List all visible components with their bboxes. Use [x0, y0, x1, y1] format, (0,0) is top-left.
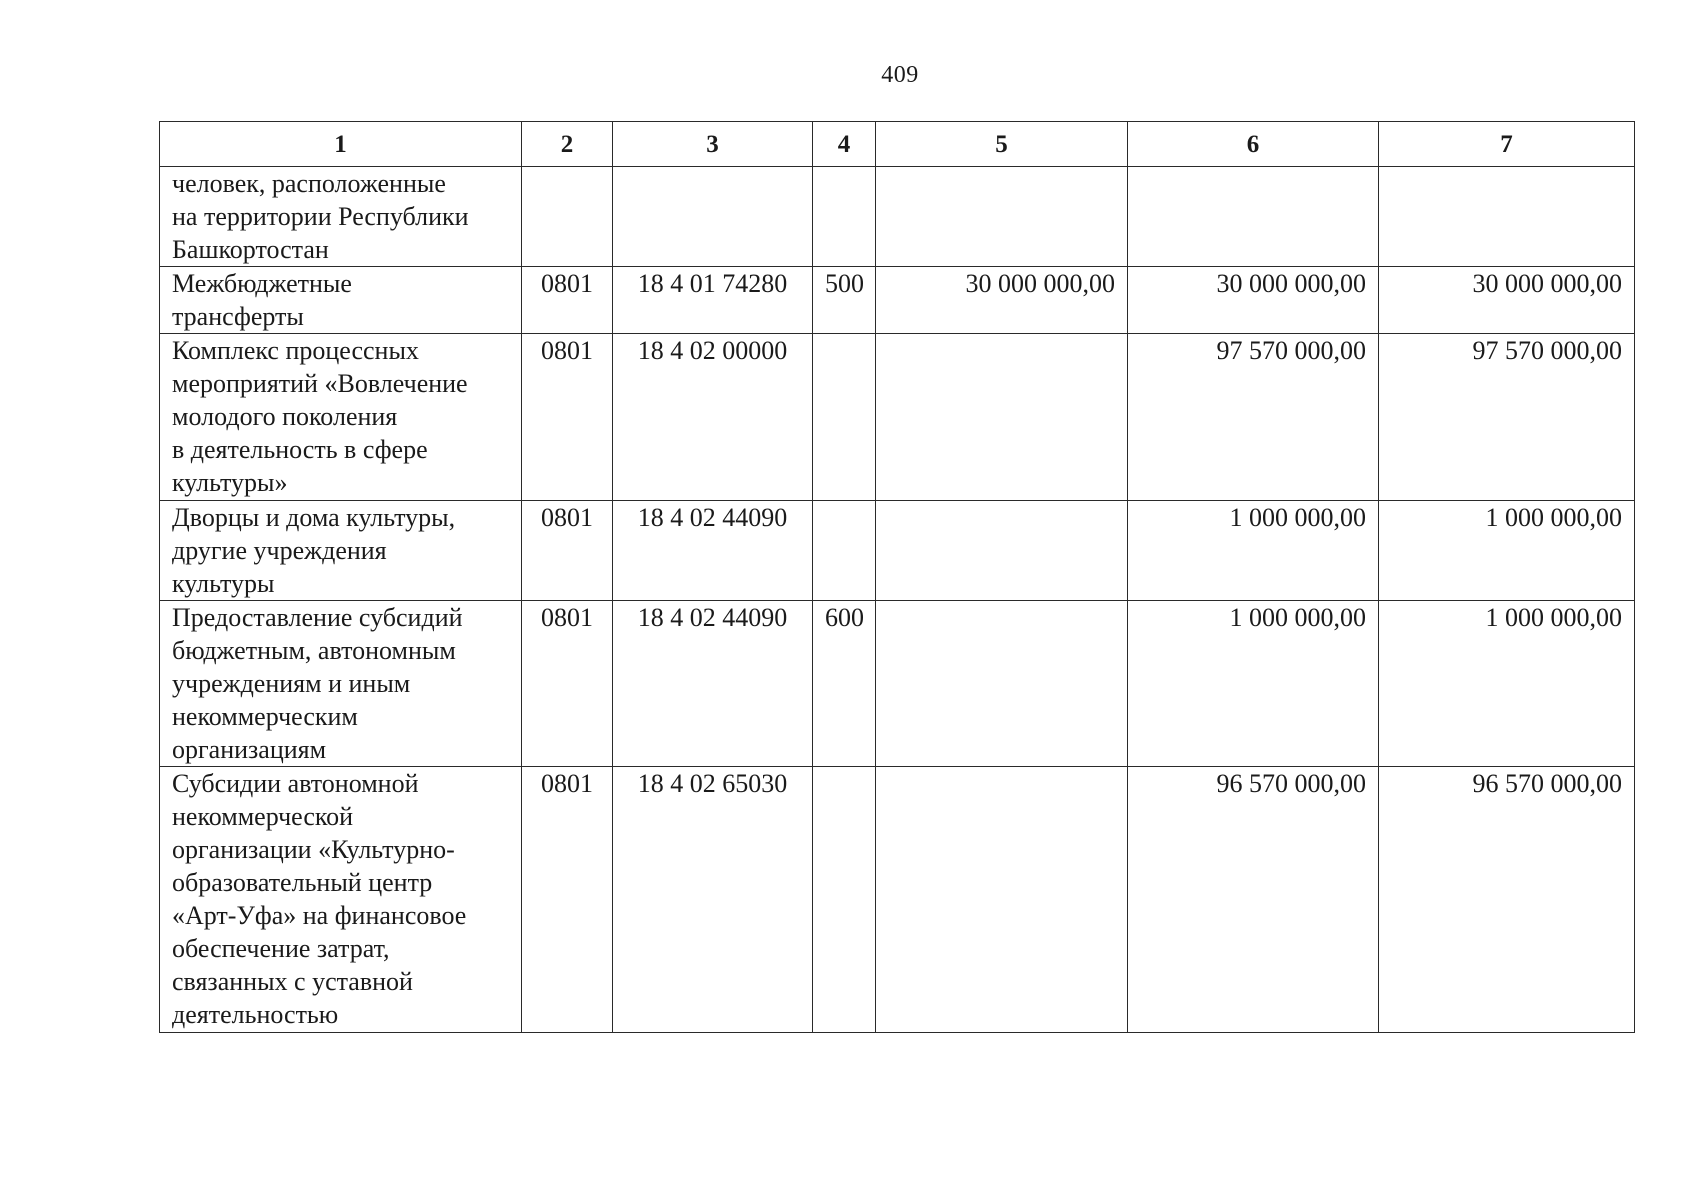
- row-value-7-cell: 96 570 000,00: [1379, 767, 1635, 1033]
- header-cell-4: 4: [813, 122, 876, 167]
- row-section-cell: 0801: [522, 334, 613, 501]
- row-value-6-cell: 1 000 000,00: [1128, 501, 1379, 601]
- row-code-cell: 18 4 02 44090: [613, 501, 813, 601]
- table-row: [160, 767, 1635, 1033]
- header-row: [160, 122, 1635, 167]
- row-section-cell: 0801: [522, 501, 613, 601]
- row-section-cell: 0801: [522, 767, 613, 1033]
- row-value-6-cell: 97 570 000,00: [1128, 334, 1379, 501]
- row-value-6-cell: [1128, 167, 1379, 267]
- table-row: [160, 267, 1635, 334]
- row-section-cell: [522, 167, 613, 267]
- row-type-cell: [813, 167, 876, 267]
- row-value-5-cell: 30 000 000,00: [876, 267, 1128, 334]
- row-value-7-cell: 1 000 000,00: [1379, 601, 1635, 767]
- header-cell-7: 7: [1379, 122, 1635, 167]
- row-value-7-cell: [1379, 167, 1635, 267]
- row-name-cell: Предоставление субсидий бюджетным, автономным учреждениям и иным некоммерческим организациям: [160, 601, 522, 767]
- row-type-cell: [813, 334, 876, 501]
- row-value-7-cell: 30 000 000,00: [1379, 267, 1635, 334]
- row-type-cell: [813, 767, 876, 1033]
- budget-table: [159, 121, 1635, 1033]
- row-code-cell: 18 4 02 00000: [613, 334, 813, 501]
- header-cell-1: 1: [160, 122, 522, 167]
- row-name-cell: Межбюджетные трансферты: [160, 267, 522, 334]
- row-section-cell: 0801: [522, 601, 613, 767]
- row-value-6-cell: 30 000 000,00: [1128, 267, 1379, 334]
- table-row: [160, 167, 1635, 267]
- row-code-cell: 18 4 02 65030: [613, 767, 813, 1033]
- header-cell-3: 3: [613, 122, 813, 167]
- header-cell-2: 2: [522, 122, 613, 167]
- table-row: [160, 501, 1635, 601]
- row-name-cell: Субсидии автономной некоммерческой организации «Культурно- образовательный центр «Арт-Уфа» на финансовое обеспечение затрат, связанных с уставной деятельностью: [160, 767, 522, 1033]
- row-section-cell: 0801: [522, 267, 613, 334]
- row-code-cell: 18 4 01 74280: [613, 267, 813, 334]
- table-body: [160, 167, 1635, 1033]
- row-code-cell: 18 4 02 44090: [613, 601, 813, 767]
- row-name-cell: Дворцы и дома культуры, другие учреждения культуры: [160, 501, 522, 601]
- table-header: [160, 122, 1635, 167]
- row-value-7-cell: 1 000 000,00: [1379, 501, 1635, 601]
- row-code-cell: [613, 167, 813, 267]
- row-value-6-cell: 96 570 000,00: [1128, 767, 1379, 1033]
- row-value-5-cell: [876, 334, 1128, 501]
- row-name-cell: Комплекс процессных мероприятий «Вовлечение молодого поколения в деятельность в сфере культуры»: [160, 334, 522, 501]
- row-value-5-cell: [876, 767, 1128, 1033]
- row-value-5-cell: [876, 501, 1128, 601]
- row-value-5-cell: [876, 167, 1128, 267]
- header-cell-5: 5: [876, 122, 1128, 167]
- row-type-cell: [813, 501, 876, 601]
- row-value-6-cell: 1 000 000,00: [1128, 601, 1379, 767]
- row-value-7-cell: 97 570 000,00: [1379, 334, 1635, 501]
- row-name-cell: человек, расположенные на территории Республики Башкортостан: [160, 167, 522, 267]
- table-row: [160, 601, 1635, 767]
- table-row: [160, 334, 1635, 501]
- row-value-5-cell: [876, 601, 1128, 767]
- row-type-cell: 600: [813, 601, 876, 767]
- page-number: 409: [881, 62, 919, 88]
- header-cell-6: 6: [1128, 122, 1379, 167]
- row-type-cell: 500: [813, 267, 876, 334]
